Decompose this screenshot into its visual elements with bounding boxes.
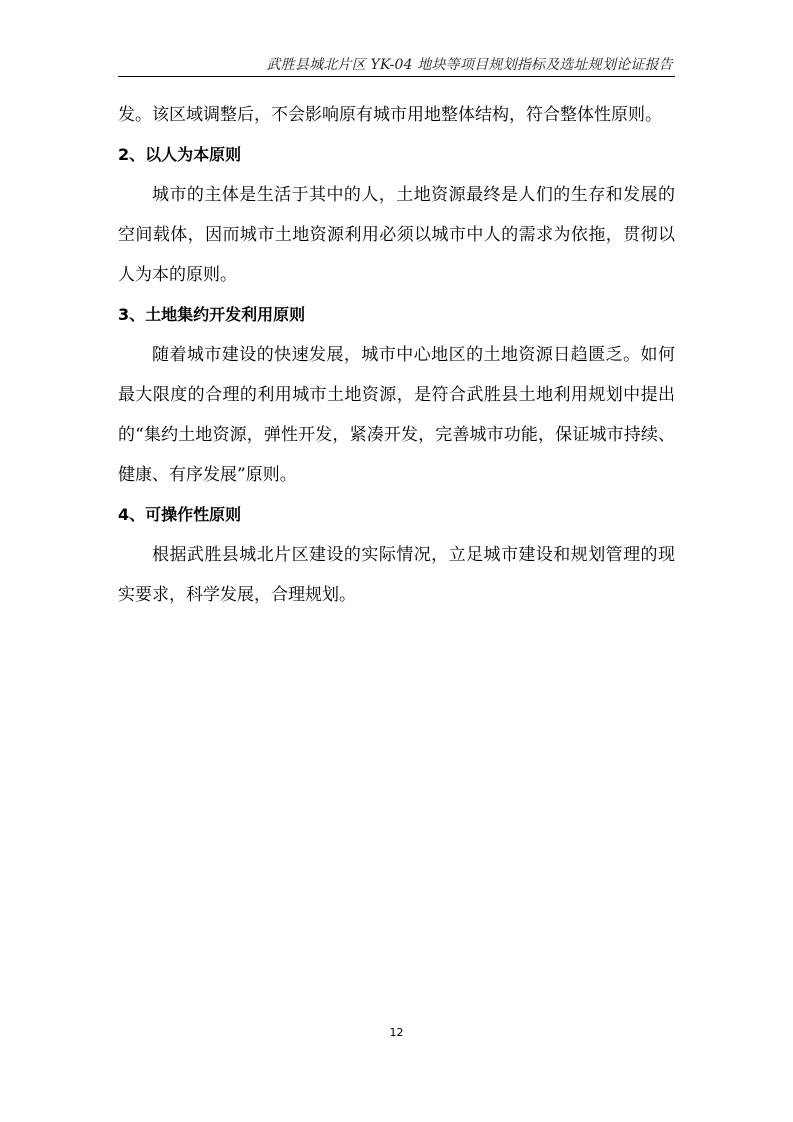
section-heading-intensive-land-use: 3、土地集约开发利用原则	[118, 305, 306, 324]
running-header-title: 武胜县城北片区 YK-04 地块等项目规划指标及选址规划论证报告	[266, 57, 673, 73]
section-paragraph-operability: 根据武胜县城北片区建设的实际情况，立足城市建设和规划管理的现实要求，科学发展，合理规划。	[118, 545, 675, 605]
header-divider	[118, 76, 675, 77]
page-number: 12	[389, 1026, 404, 1039]
section-paragraph-people-oriented: 城市的主体是生活于其中的人，土地资源最终是人们的生存和发展的空间载体，因而城市土地资源利用必须以城市中人的需求为依拖，贯彻以人为本的原则。	[118, 185, 675, 285]
section-heading-people-oriented: 2、以人为本原则	[118, 145, 242, 164]
section-heading-operability: 4、可操作性原则	[118, 505, 242, 524]
section-paragraph-intensive-land-use: 随着城市建设的快速发展，城市中心地区的土地资源日趋匮乏。如何最大限度的合理的利用城市土地资源，是符合武胜县土地利用规划中提出的“集约土地资源，弹性开发，紧凑开发，完善城市功能，保证城市持续、健康、有序发展”原则。	[118, 345, 675, 485]
page-body	[118, 95, 675, 615]
continued-paragraph: 发。该区域调整后，不会影响原有城市用地整体结构，符合整体性原则。	[118, 105, 662, 125]
